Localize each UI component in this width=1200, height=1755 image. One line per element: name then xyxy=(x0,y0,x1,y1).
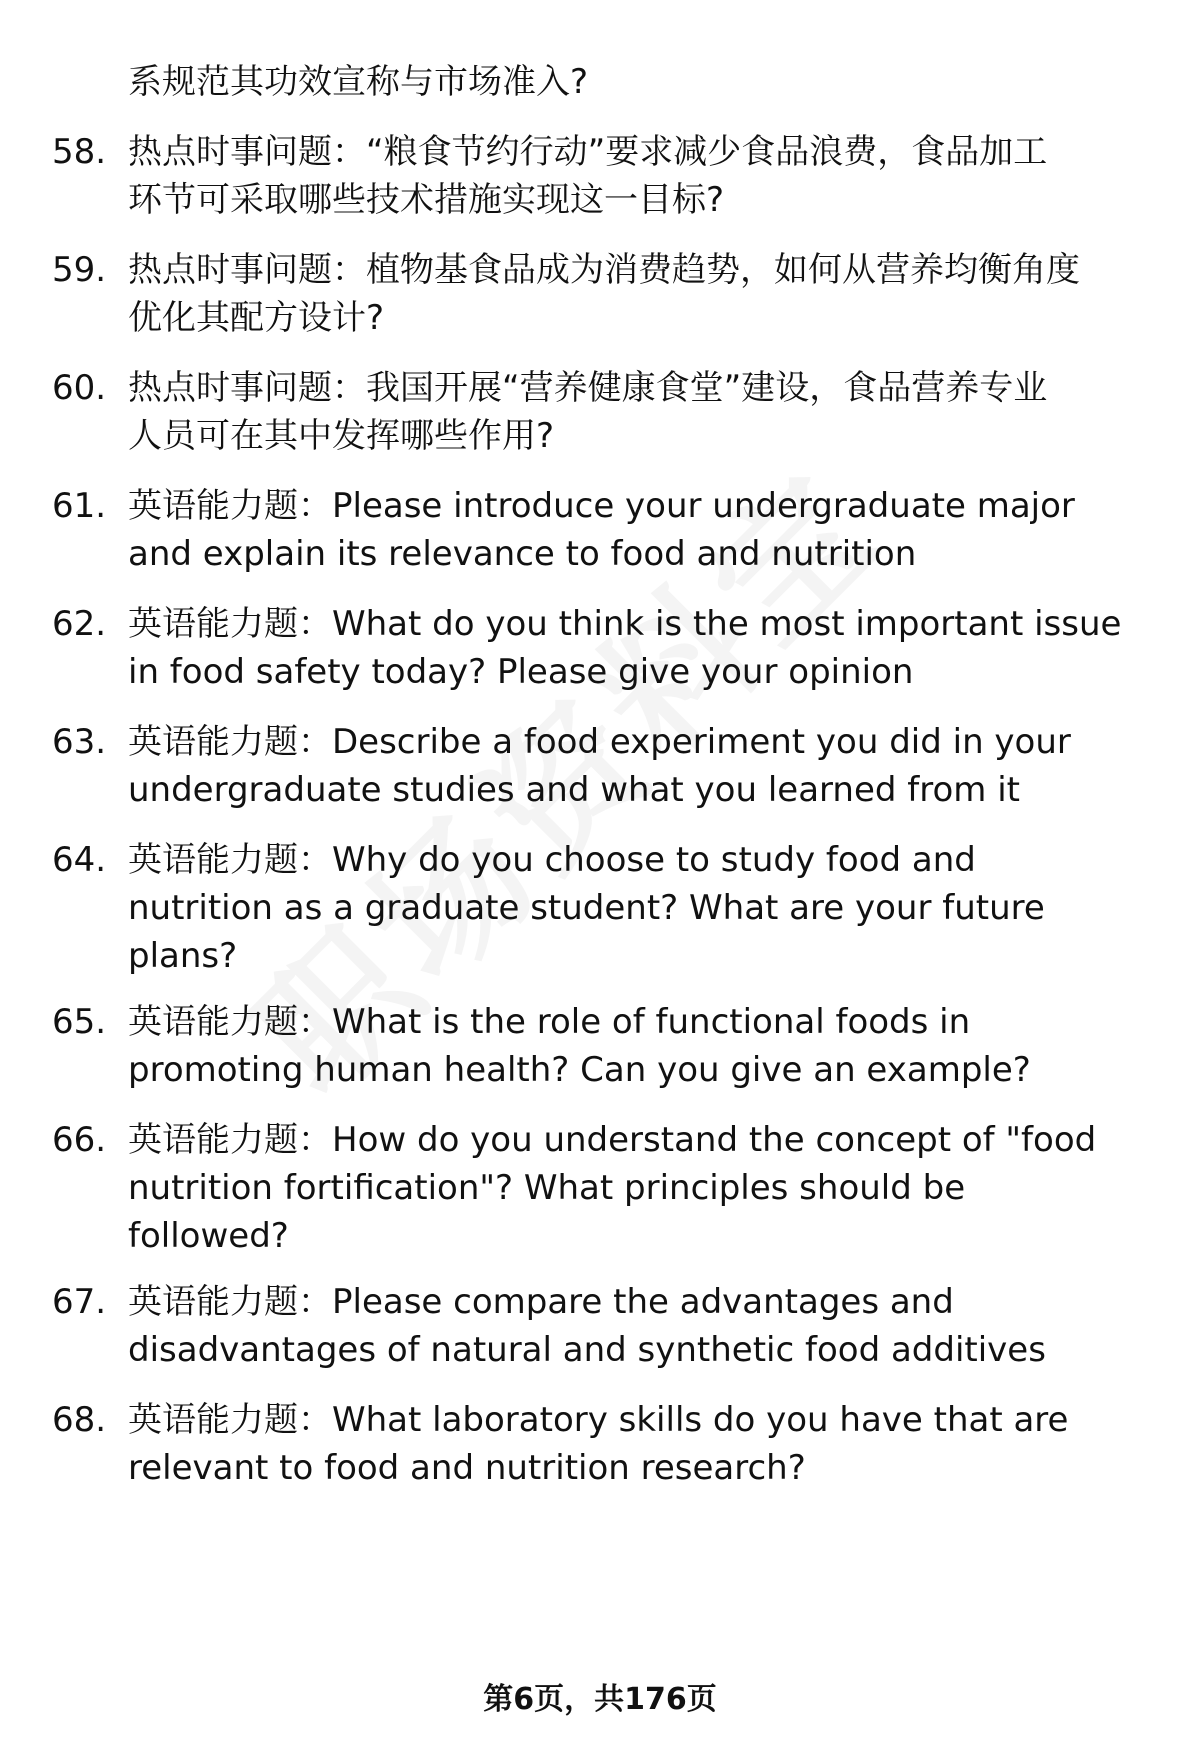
question-item xyxy=(52,246,1162,342)
question-text xyxy=(128,246,1158,342)
question-item xyxy=(52,1396,1162,1492)
question-item xyxy=(52,600,1162,696)
question-text xyxy=(128,364,1158,460)
question-line: 英语能力题：What do you think is the most important issue xyxy=(128,604,1122,644)
question-text xyxy=(128,718,1158,814)
question-item xyxy=(52,836,1162,980)
question-line: promoting human health? Can you give an example? xyxy=(128,1050,1031,1090)
question-number: 65. xyxy=(52,1002,107,1042)
question-text xyxy=(128,600,1158,696)
question-number: 62. xyxy=(52,604,107,644)
question-line: relevant to food and nutrition research? xyxy=(128,1448,806,1488)
question-number: 61. xyxy=(52,486,107,526)
question-number: 60. xyxy=(52,368,107,408)
question-line: 热点时事问题：我国开展“营养健康食堂”建设，食品营养专业 xyxy=(128,368,1048,408)
question-number: 68. xyxy=(52,1400,107,1440)
question-line: 英语能力题：How do you understand the concept of "food xyxy=(128,1120,1097,1160)
question-line: disadvantages of natural and synthetic food additives xyxy=(128,1330,1046,1370)
question-number: 58. xyxy=(52,132,107,172)
question-line: 英语能力题：Please introduce your undergraduate major xyxy=(128,486,1075,526)
question-number: 64. xyxy=(52,840,107,880)
question-line: 环节可采取哪些技术措施实现这一目标? xyxy=(128,180,725,220)
question-text xyxy=(128,1396,1158,1492)
question-line: undergraduate studies and what you learned from it xyxy=(128,770,1020,810)
question-text xyxy=(128,128,1158,224)
question-line: 热点时事问题：植物基食品成为消费趋势，如何从营养均衡角度 xyxy=(128,250,1080,290)
question-text xyxy=(128,1116,1158,1260)
question-text xyxy=(128,836,1158,980)
question-line: and explain its relevance to food and nutrition xyxy=(128,534,917,574)
question-item xyxy=(52,482,1162,578)
question-item xyxy=(52,718,1162,814)
question-line: 英语能力题：Why do you choose to study food and xyxy=(128,840,976,880)
question-number: 63. xyxy=(52,722,107,762)
question-line: 人员可在其中发挥哪些作用? xyxy=(128,416,555,456)
question-text xyxy=(128,482,1158,578)
question-line: plans? xyxy=(128,936,238,976)
question-item xyxy=(52,998,1162,1094)
question-line: 优化其配方设计? xyxy=(128,298,385,338)
question-item xyxy=(52,1116,1162,1260)
question-item xyxy=(52,1278,1162,1374)
question-line: 热点时事问题：“粮食节约行动”要求减少食品浪费，食品加工 xyxy=(128,132,1048,172)
page-footer: 第6页，共176页 xyxy=(483,1682,717,1717)
question-line: in food safety today? Please give your opinion xyxy=(128,652,914,692)
question-number: 59. xyxy=(52,250,107,290)
question-line: followed? xyxy=(128,1216,289,1256)
question-line: 英语能力题：What laboratory skills do you have that are xyxy=(128,1400,1069,1440)
question-line: nutrition fortification"? What principles should be xyxy=(128,1168,966,1208)
question-line: 英语能力题：What is the role of functional foods in xyxy=(128,1002,971,1042)
question-line: 英语能力题：Please compare the advantages and xyxy=(128,1282,954,1322)
continuation-text: 系规范其功效宣称与市场准入? xyxy=(128,62,589,102)
question-line: nutrition as a graduate student? What are your future xyxy=(128,888,1045,928)
question-text xyxy=(128,1278,1158,1374)
question-item xyxy=(52,364,1162,460)
question-item xyxy=(52,128,1162,224)
question-number: 66. xyxy=(52,1120,107,1160)
question-line: 英语能力题：Describe a food experiment you did in your xyxy=(128,722,1071,762)
question-number: 67. xyxy=(52,1282,107,1322)
question-text xyxy=(128,998,1158,1094)
